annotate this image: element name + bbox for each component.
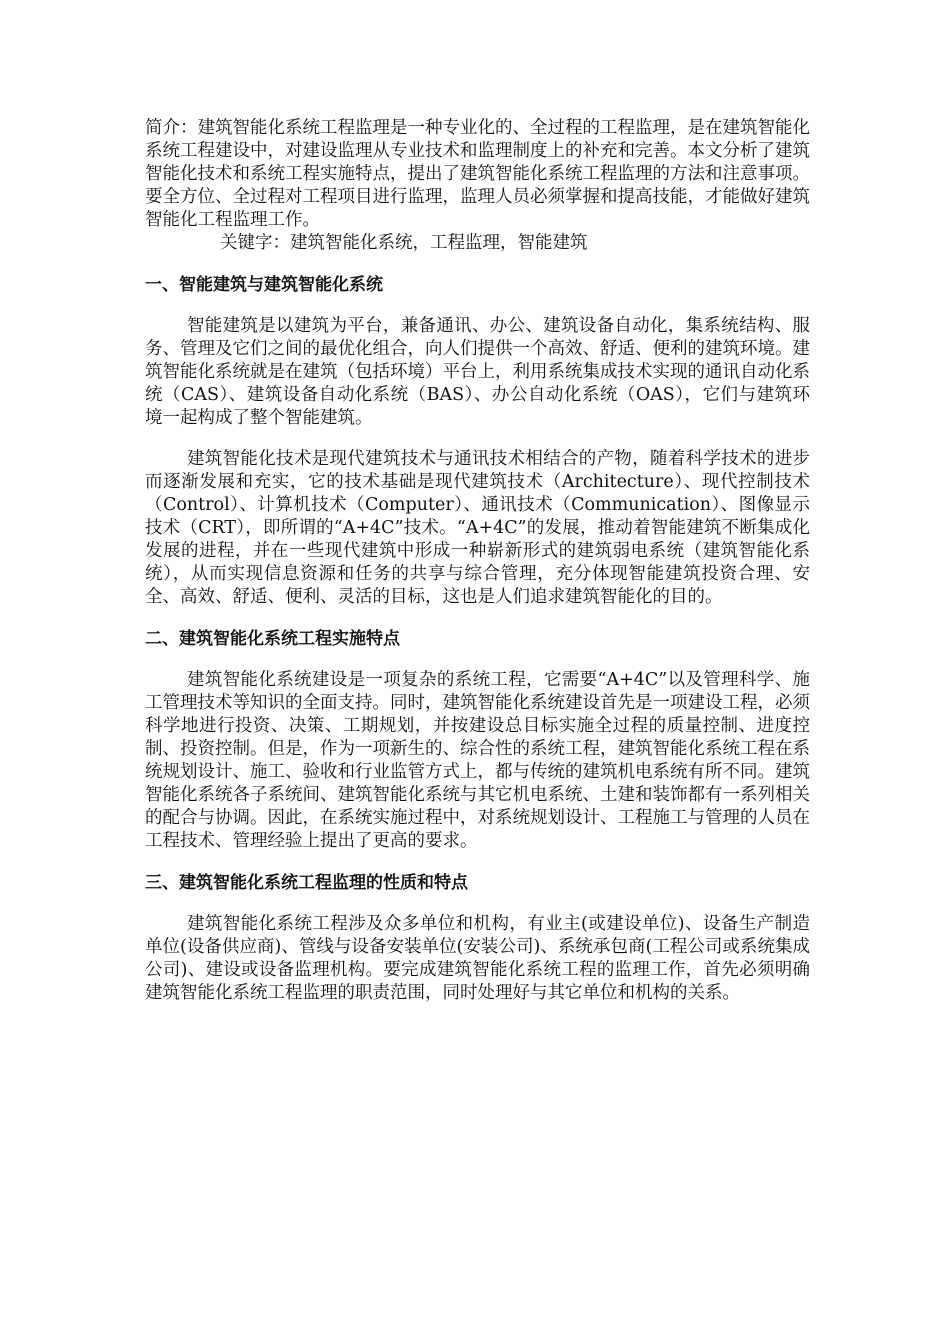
document-page xyxy=(145,117,810,1023)
section-1-paragraph-2: 建筑智能化技术是现代建筑技术与通讯技术相结合的产物，随着科学技术的进步而逐渐发展和充实，它的技术基础是现代建筑技术（Architecture）、现代控制技术（Control）、计算机技术（Computer）、通讯技术（Communication）、图像显示技术（CRT），即所谓的“A+4C”技术。“A+4C”的发展，推动着智能建筑不断集成化发展的进程，并在一些现代建筑中形成一种崭新形式的建筑弱电系统（建筑智能化系统），从而实现信息资源和任务的共享与综合管理，充分体现智能建筑投资合理、安全、高效、舒适、便利、灵活的目标，这也是人们追求建筑智能化的目的。 xyxy=(145,449,810,607)
section-1-paragraph-1: 智能建筑是以建筑为平台，兼备通讯、办公、建筑设备自动化，集系统结构、服务、管理及它们之间的最优化组合，向人们提供一个高效、舒适、便利的建筑环境。建筑智能化系统就是在建筑（包括环境）平台上，利用系统集成技术实现的通讯自动化系统（CAS）、建筑设备自动化系统（BAS）、办公自动化系统（OAS），它们与建筑环境一起构成了整个智能建筑。 xyxy=(145,316,810,428)
section-3-paragraph-1: 建筑智能化系统工程涉及众多单位和机构，有业主(或建设单位)、设备生产制造单位(设备供应商)、管线与设备安装单位(安装公司)、系统承包商(工程公司或系统集成公司)、建设或设备监理机构。要完成建筑智能化系统工程的监理工作，首先必须明确建筑智能化系统工程监理的职责范围，同时处理好与其它单位和机构的关系。 xyxy=(145,914,810,1003)
section-2-paragraph-1: 建筑智能化系统建设是一项复杂的系统工程，它需要“A+4C”以及管理科学、施工管理技术等知识的全面支持。同时，建筑智能化系统建设首先是一项建设工程，必须科学地进行投资、决策、工期规划，并按建设总目标实施全过程的质量控制、进度控制、投资控制。但是，作为一项新生的、综合性的系统工程，建筑智能化系统工程在系统规划设计、施工、验收和行业监管方式上，都与传统的建筑机电系统有所不同。建筑智能化系统各子系统间、建筑智能化系统与其它机电系统、土建和装饰都有一系列相关的配合与协调。因此，在系统实施过程中，对系统规划设计、工程施工与管理的人员在工程技术、管理经验上提出了更高的要求。 xyxy=(145,670,810,851)
section-heading-3: 三、建筑智能化系统工程监理的性质和特点 xyxy=(145,873,468,893)
abstract-paragraph: 简介：建筑智能化系统工程监理是一种专业化的、全过程的工程监理，是在建筑智能化系统工程建设中，对建设监理从专业技术和监理制度上的补充和完善。本文分析了建筑智能化技术和系统工程实施特点，提出了建筑智能化系统工程监理的方法和注意事项。要全方位、全过程对工程项目进行监理，监理人员必须掌握和提高技能，才能做好建筑智能化工程监理工作。 xyxy=(145,118,810,230)
keywords-line: 关键字：建筑智能化系统，工程监理，智能建筑 xyxy=(220,233,588,253)
section-heading-1: 一、智能建筑与建筑智能化系统 xyxy=(145,275,383,295)
section-heading-2: 二、建筑智能化系统工程实施特点 xyxy=(145,629,400,649)
